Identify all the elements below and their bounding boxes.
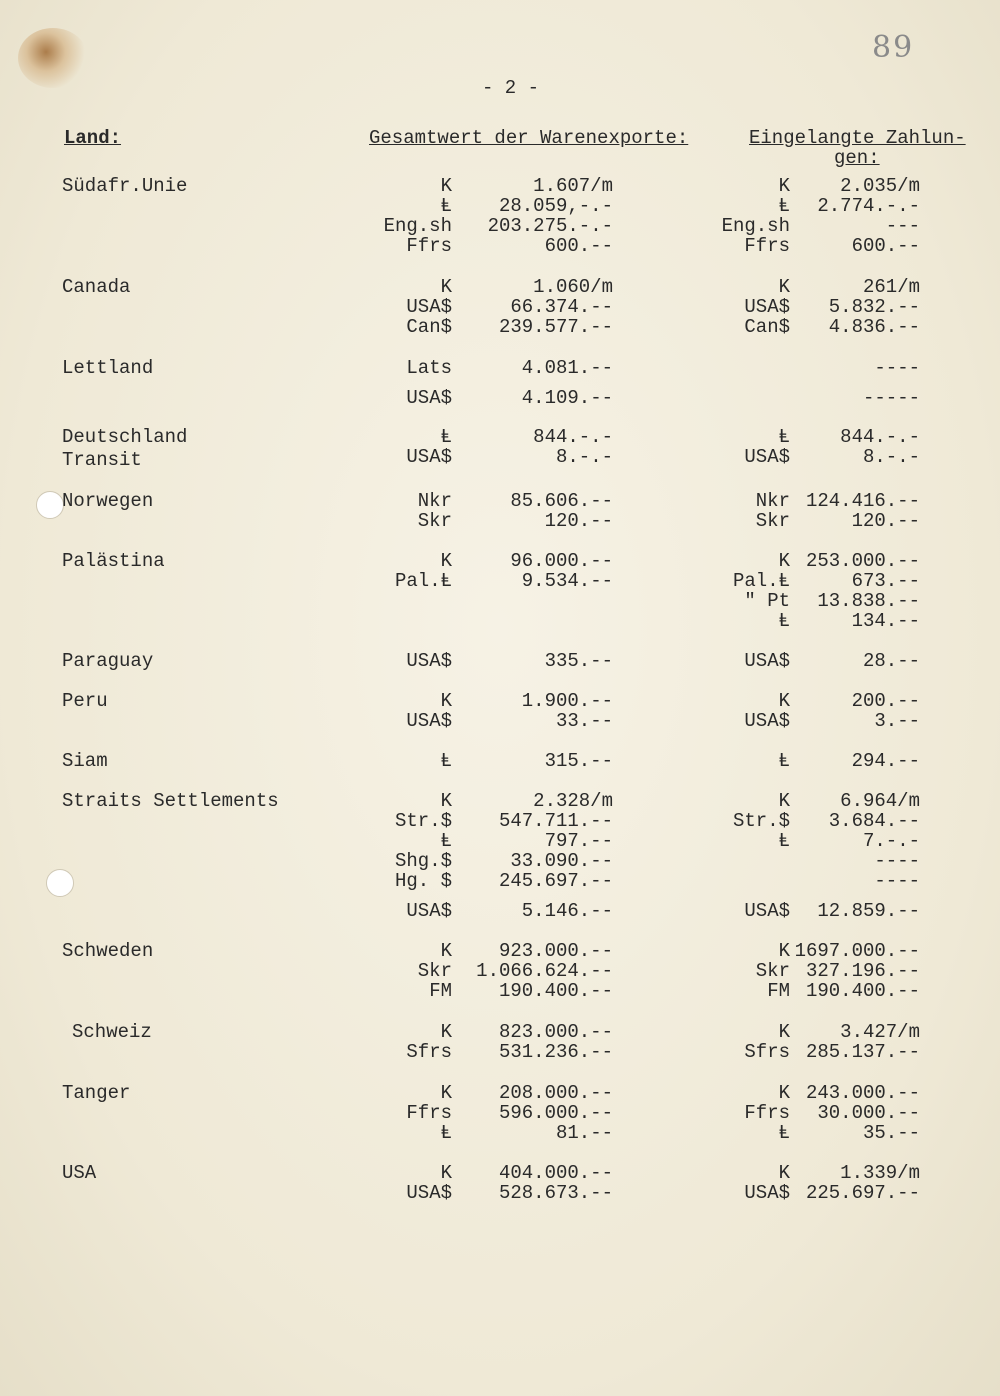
export-value: 208.000.-- <box>498 1082 613 1104</box>
payment-currency: Ⱡ <box>778 750 790 772</box>
country-name: USA <box>62 1162 97 1184</box>
payment-value: 28.-- <box>862 650 920 672</box>
payment-value: ---- <box>874 357 920 379</box>
export-value: 4.109.-- <box>521 387 613 409</box>
country-name: Lettland <box>62 357 154 379</box>
header-exports: Gesamtwert der Warenexporte: <box>369 127 689 149</box>
export-value: 28.059,-.- <box>498 195 613 217</box>
payment-currency: Eng.sh <box>721 215 790 237</box>
payment-value: 1697.000.-- <box>794 940 920 962</box>
payment-value: 294.-- <box>851 750 920 772</box>
export-currency: K <box>440 790 452 812</box>
payment-value: 600.-- <box>851 235 920 257</box>
payment-currency: Sfrs <box>744 1041 790 1063</box>
payment-currency: K <box>778 550 790 572</box>
payment-currency: USA$ <box>744 710 790 732</box>
payment-value: 35.-- <box>862 1122 920 1144</box>
payment-value: --- <box>885 215 920 237</box>
payment-value: 120.-- <box>851 510 920 532</box>
export-currency: Ⱡ <box>440 750 452 772</box>
payment-value: 3.427/m <box>840 1021 920 1043</box>
header-payments-line1: Eingelangte Zahlun- <box>749 127 966 149</box>
payment-currency: USA$ <box>744 446 790 468</box>
punch-hole-bottom <box>46 869 74 897</box>
export-value: 531.236.-- <box>498 1041 613 1063</box>
payment-value: ----- <box>862 387 920 409</box>
export-currency: Eng.sh <box>383 215 452 237</box>
export-currency: Skr <box>417 510 452 532</box>
country-name: Palästina <box>62 550 165 572</box>
export-currency: Nkr <box>417 490 452 512</box>
payment-currency: USA$ <box>744 900 790 922</box>
payment-value: 200.-- <box>851 690 920 712</box>
export-value: 1.900.-- <box>521 690 613 712</box>
export-currency: USA$ <box>406 446 452 468</box>
export-currency: Pal.Ⱡ <box>394 570 452 592</box>
export-currency: USA$ <box>406 650 452 672</box>
export-currency: K <box>440 1021 452 1043</box>
payment-value: 3.684.-- <box>828 810 920 832</box>
header-payments-line2: gen: <box>834 147 880 169</box>
export-value: 33.-- <box>555 710 613 732</box>
export-currency: USA$ <box>406 900 452 922</box>
payment-value: 30.000.-- <box>817 1102 920 1124</box>
export-currency: Hg. $ <box>394 870 452 892</box>
payment-value: 243.000.-- <box>805 1082 920 1104</box>
country-name: Siam <box>62 750 108 772</box>
export-currency: Lats <box>406 357 452 379</box>
payment-value: 4.836.-- <box>828 316 920 338</box>
export-currency: Ⱡ <box>440 426 452 448</box>
country-name-line2: Transit <box>62 449 142 471</box>
payment-value: 13.838.-- <box>817 590 920 612</box>
payment-value: ---- <box>874 850 920 872</box>
payment-currency: K <box>778 1162 790 1184</box>
country-name: Canada <box>62 276 131 298</box>
payment-value: ---- <box>874 870 920 892</box>
export-currency: Ffrs <box>406 235 452 257</box>
payment-currency: K <box>778 690 790 712</box>
export-value: 528.673.-- <box>498 1182 613 1204</box>
payment-currency: USA$ <box>744 650 790 672</box>
export-currency: Ⱡ <box>440 1122 452 1144</box>
country-name: Deutschland <box>62 426 188 448</box>
export-currency: Can$ <box>406 316 452 338</box>
export-value: 1.066.624.-- <box>476 960 613 982</box>
payment-value: 5.832.-- <box>828 296 920 318</box>
payment-currency: Nkr <box>755 490 790 512</box>
payment-value: 327.196.-- <box>805 960 920 982</box>
payment-currency: K <box>778 1082 790 1104</box>
payment-value: 261/m <box>862 276 920 298</box>
export-value: 797.-- <box>544 830 613 852</box>
payment-currency: Skr <box>755 510 790 532</box>
country-name: Tanger <box>62 1082 131 1104</box>
payment-value: 225.697.-- <box>805 1182 920 1204</box>
export-value: 1.607/m <box>533 175 613 197</box>
payment-value: 7.-.- <box>862 830 920 852</box>
export-value: 596.000.-- <box>498 1102 613 1124</box>
payment-currency: FM <box>767 980 790 1002</box>
export-value: 404.000.-- <box>498 1162 613 1184</box>
payment-currency: Skr <box>755 960 790 982</box>
export-currency: K <box>440 940 452 962</box>
payment-currency: Ffrs <box>744 235 790 257</box>
payment-value: 124.416.-- <box>805 490 920 512</box>
payment-value: 190.400.-- <box>805 980 920 1002</box>
export-value: 203.275.-.- <box>487 215 613 237</box>
payment-currency: K <box>778 940 790 962</box>
export-currency: USA$ <box>406 1182 452 1204</box>
payment-currency: K <box>778 175 790 197</box>
export-currency: Ⱡ <box>440 195 452 217</box>
payment-currency: Ⱡ <box>778 426 790 448</box>
country-name: Peru <box>62 690 108 712</box>
payment-value: 8.-.- <box>862 446 920 468</box>
payment-currency: Can$ <box>744 316 790 338</box>
export-currency: FM <box>429 980 452 1002</box>
export-value: 547.711.-- <box>498 810 613 832</box>
export-value: 190.400.-- <box>498 980 613 1002</box>
payment-value: 1.339/m <box>840 1162 920 1184</box>
payment-currency: USA$ <box>744 296 790 318</box>
country-name: Norwegen <box>62 490 154 512</box>
export-value: 823.000.-- <box>498 1021 613 1043</box>
payment-value: 2.774.-.- <box>817 195 920 217</box>
export-value: 844.-.- <box>533 426 613 448</box>
payment-currency: " Pt <box>744 590 790 612</box>
export-value: 33.090.-- <box>510 850 613 872</box>
payment-currency: Pal.Ⱡ <box>732 570 790 592</box>
export-value: 600.-- <box>544 235 613 257</box>
export-value: 923.000.-- <box>498 940 613 962</box>
country-name: Schweiz <box>72 1021 152 1043</box>
rust-stain <box>18 28 88 88</box>
header-land: Land: <box>64 127 122 149</box>
export-currency: USA$ <box>406 296 452 318</box>
export-value: 335.-- <box>544 650 613 672</box>
export-currency: K <box>440 1162 452 1184</box>
payment-currency: Ⱡ <box>778 1122 790 1144</box>
payment-currency: Ffrs <box>744 1102 790 1124</box>
country-name: Straits Settlements <box>62 790 279 812</box>
export-value: 81.-- <box>555 1122 613 1144</box>
export-currency: Str.$ <box>394 810 452 832</box>
export-currency: Skr <box>417 960 452 982</box>
export-currency: Ⱡ <box>440 830 452 852</box>
country-name: Südafr.Unie <box>62 175 188 197</box>
payment-value: 253.000.-- <box>805 550 920 572</box>
payment-currency: Ⱡ <box>778 195 790 217</box>
export-value: 66.374.-- <box>510 296 613 318</box>
payment-currency: Ⱡ <box>778 830 790 852</box>
country-name: Schweden <box>62 940 154 962</box>
export-currency: K <box>440 276 452 298</box>
export-currency: USA$ <box>406 387 452 409</box>
export-value: 245.697.-- <box>498 870 613 892</box>
payment-value: 844.-.- <box>840 426 920 448</box>
page-number: 89 <box>872 30 915 65</box>
payment-currency: K <box>778 276 790 298</box>
export-value: 5.146.-- <box>521 900 613 922</box>
payment-value: 3.-- <box>874 710 920 732</box>
export-currency: K <box>440 1082 452 1104</box>
country-name: Paraguay <box>62 650 154 672</box>
export-value: 8.-.- <box>555 446 613 468</box>
payment-value: 134.-- <box>851 610 920 632</box>
export-value: 4.081.-- <box>521 357 613 379</box>
export-value: 120.-- <box>544 510 613 532</box>
export-currency: Ffrs <box>406 1102 452 1124</box>
punch-hole-top <box>36 491 64 519</box>
payment-value: 12.859.-- <box>817 900 920 922</box>
export-value: 85.606.-- <box>510 490 613 512</box>
payment-value: 6.964/m <box>840 790 920 812</box>
export-currency: Shg.$ <box>394 850 452 872</box>
payment-value: 2.035/m <box>840 175 920 197</box>
payment-value: 285.137.-- <box>805 1041 920 1063</box>
export-currency: K <box>440 550 452 572</box>
export-value: 96.000.-- <box>510 550 613 572</box>
export-value: 9.534.-- <box>521 570 613 592</box>
export-currency: USA$ <box>406 710 452 732</box>
payment-value: 673.-- <box>851 570 920 592</box>
payment-currency: Ⱡ <box>778 610 790 632</box>
payment-currency: K <box>778 1021 790 1043</box>
export-value: 315.-- <box>544 750 613 772</box>
payment-currency: USA$ <box>744 1182 790 1204</box>
export-value: 239.577.-- <box>498 316 613 338</box>
export-currency: K <box>440 690 452 712</box>
payment-currency: K <box>778 790 790 812</box>
page-label: - 2 - <box>482 77 540 99</box>
export-currency: Sfrs <box>406 1041 452 1063</box>
payment-currency: Str.$ <box>732 810 790 832</box>
export-value: 2.328/m <box>533 790 613 812</box>
export-value: 1.060/m <box>533 276 613 298</box>
export-currency: K <box>440 175 452 197</box>
